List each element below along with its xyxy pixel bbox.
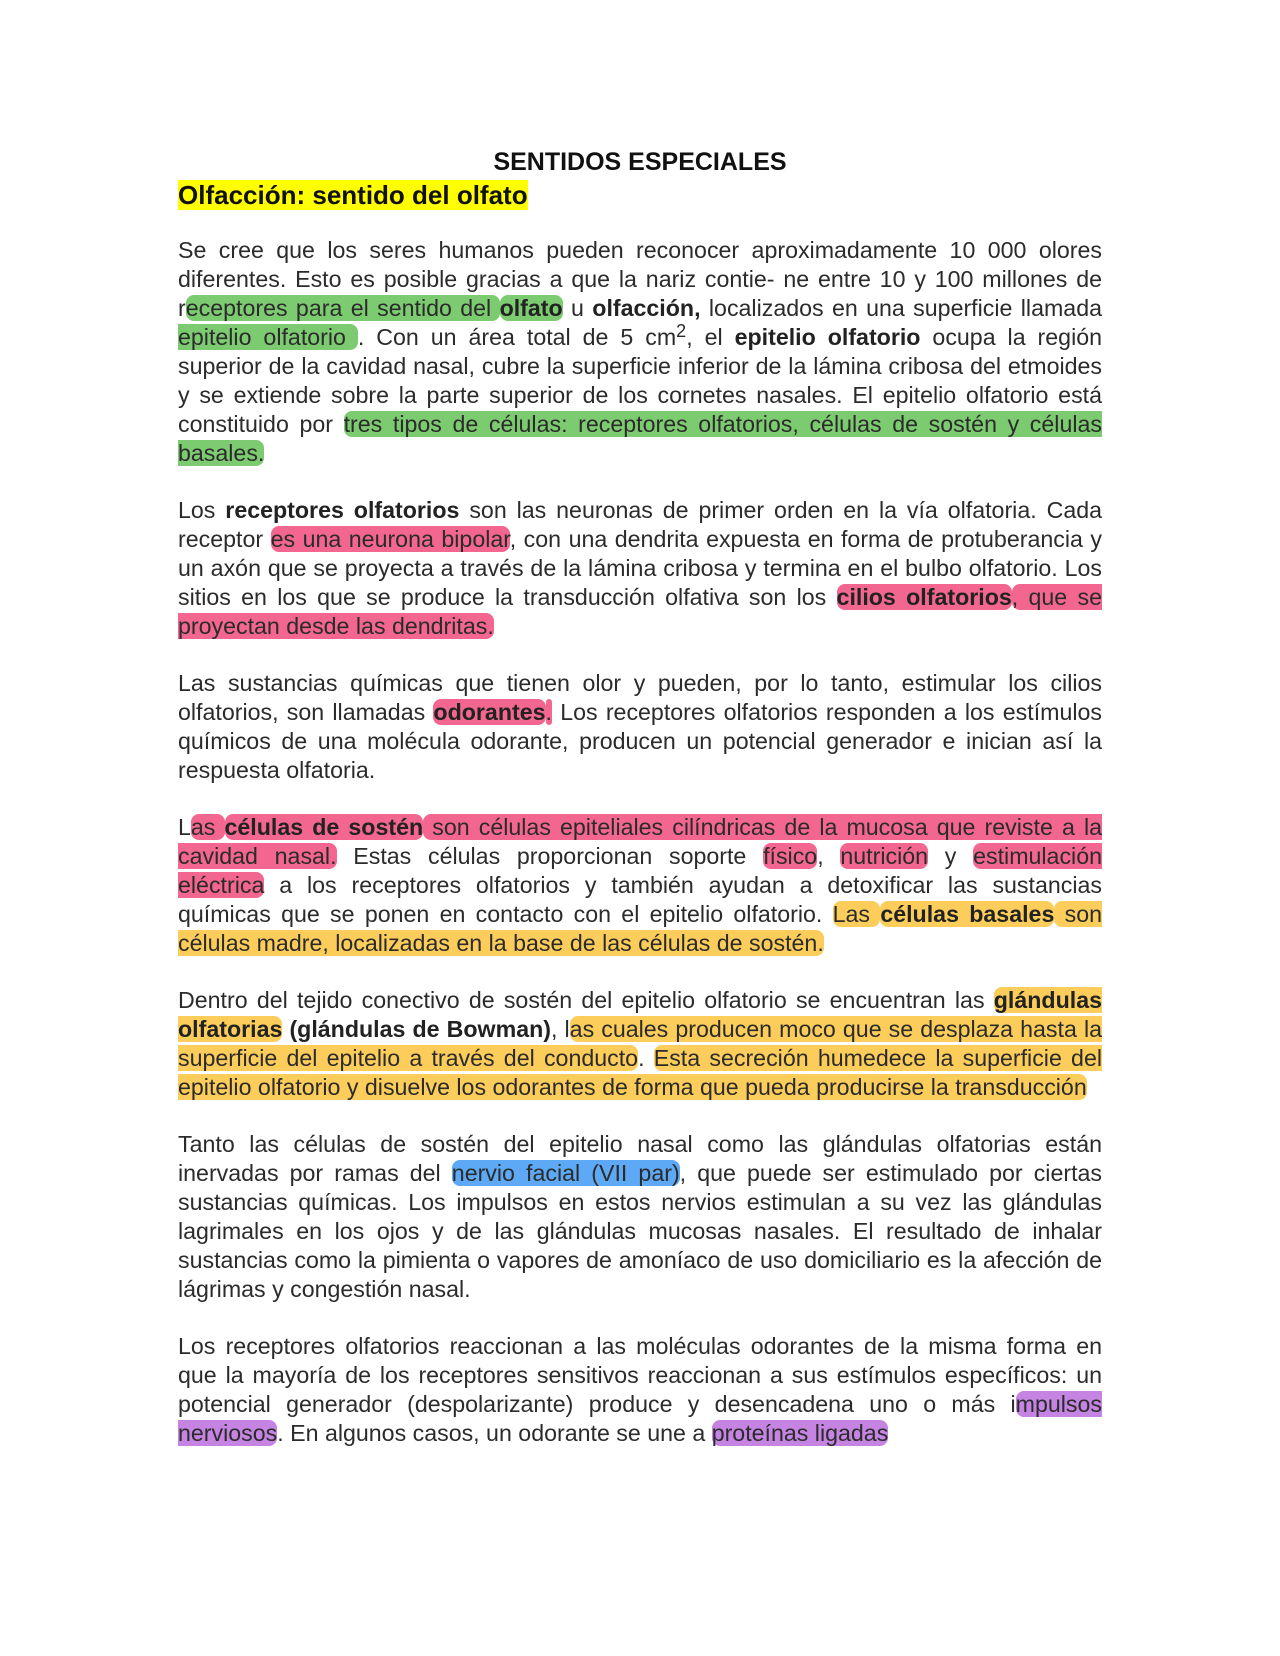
text-run: ocupa la región superior de la cavidad nasal, cubre la superficie inferior de la lámina cribosa del etmoides y se extiende sobre la parte superior de los cornetes nasales. El epitelio olfatorio está constituido por [178, 324, 1103, 437]
text-run: a los receptores olfatorios y también ayudan a detoxificar las sustancias químicas que se ponen en contacto con el epitelio olfatorio. [178, 872, 1102, 927]
highlighted-text: mpulsos nerviosos [178, 1391, 1102, 1446]
text-run: son las neuronas de primer orden en la vía olfatoria. Cada receptor [178, 497, 1103, 552]
text-run: u [562, 295, 593, 321]
highlighted-text: olfato [499, 295, 563, 321]
highlighted-text: es una neurona bipolar [270, 526, 510, 552]
highlighted-text: nutrición [840, 843, 929, 869]
text-run: 2 [676, 321, 687, 341]
text-run: , [817, 843, 841, 869]
highlighted-text: as cuales producen moco que se desplaza hasta la superficie del epitelio a través del conducto [178, 1016, 1102, 1071]
document-title: SENTIDOS ESPECIALES [493, 148, 787, 176]
highlighted-text: glándulas olfatorias [178, 987, 1102, 1042]
text-run: Se cree que los seres humanos pueden reconocer aproximadamente 10 000 olores diferentes. Esto es posible gracias a que la nariz contie- ne entre 10 y 100 millones de r [178, 237, 1102, 321]
highlighted-text: epitelio olfatorio [178, 324, 358, 350]
section-heading [178, 178, 1102, 212]
text-run: , con una dendrita expuesta en forma de protuberancia y un axón que se proyecta a través de la lámina cribosa y termina en el bulbo olfatorio. Los sitios en los que se produce la transducción olfativa son los [178, 526, 1102, 610]
highlighted-text: células de sostén [224, 814, 424, 840]
text-run: , el [686, 324, 735, 350]
text-run: Estas células proporcionan soporte [336, 843, 764, 869]
paragraph-2 [178, 496, 1102, 641]
highlighted-text: cilios olfatorios [836, 584, 1012, 610]
text-run: localizados en una superficie llamada [700, 295, 1102, 321]
paragraph-7 [178, 1332, 1102, 1448]
highlighted-text: Esta secreción humedece la superficie del epitelio olfatorio y disuelve los odorantes de forma que pueda producirse la transducción [178, 1045, 1103, 1100]
text-run: y [928, 843, 974, 869]
paragraph-4 [178, 813, 1102, 958]
text-run: . [638, 1045, 654, 1071]
bold-text: (glándulas de Bowman) [282, 1016, 551, 1042]
text-run: . En algunos casos, un odorante se une a [277, 1420, 712, 1446]
highlighted-text: células basales [880, 901, 1055, 927]
text-run: Las sustancias químicas que tienen olor y pueden, por lo tanto, estimular los cilios olfatorios, son llamadas [178, 670, 1102, 725]
paragraph-6 [178, 1130, 1102, 1304]
bold-text: olfacción, [592, 295, 701, 321]
highlighted-text: eceptores para el sentido del [185, 295, 500, 321]
highlighted-text: nervio facial (VII par) [451, 1160, 680, 1186]
highlighted-text: odorantes [433, 699, 546, 725]
highlighted-text: as [190, 814, 225, 840]
highlighted-text: estimulación eléctrica [178, 843, 1102, 898]
text-run: Los [178, 497, 226, 523]
paragraph-1 [178, 236, 1102, 468]
highlighted-text: tres tipos de células: receptores olfatorios, células de sostén y células basales. [178, 411, 1102, 466]
text-run: , que puede ser estimulado por ciertas sustancias químicas. Los impulsos en estos nervios estimulan a su vez las glándulas lagrimales en los ojos y de las glándulas mucosas nasales. El resultado de inhalar sustancias como la pimienta o vapores de amoníaco de uso domiciliario es la afección de lágrimas y congestión nasal. [178, 1160, 1102, 1302]
highlighted-text: físico [763, 843, 818, 869]
text-run: L [178, 814, 191, 840]
highlighted-text: . [545, 699, 552, 725]
text-run: Los receptores olfatorios reaccionan a las moléculas odorantes de la misma forma en que la mayoría de los receptores sensitivos reaccionan a sus estímulos específicos: un potencial generador (despolarizante) produce y desencadena uno o más i [178, 1333, 1102, 1417]
bold-text: epitelio olfatorio [734, 324, 921, 350]
text-run: Los receptores olfatorios responden a los estímulos químicos de una molécula odorante, producen un potencial generador e inician así la respuesta olfatoria. [178, 699, 1102, 783]
document-page [178, 146, 1102, 1476]
text-run: Dentro del tejido conectivo de sostén del epitelio olfatorio se encuentran las [178, 987, 994, 1013]
text-run: , l [550, 1016, 570, 1042]
highlighted-text: , que se proyectan desde las dendritas. [178, 584, 1102, 639]
text-run: Tanto las células de sostén del epitelio nasal como las glándulas olfatorias están inervadas por ramas del [178, 1131, 1102, 1186]
highlighted-text: proteínas ligadas [711, 1420, 889, 1446]
document-body [178, 236, 1102, 1448]
highlighted-text: son células madre, localizadas en la base de las células de sostén. [178, 901, 1103, 956]
paragraph-5 [178, 986, 1102, 1102]
section-heading-text: Olfacción: sentido del olfato [178, 180, 528, 210]
highlighted-text: son células epiteliales cilíndricas de la mucosa que reviste a la cavidad nasal. [178, 814, 1102, 869]
text-run: . Con un área total de 5 cm [357, 324, 677, 350]
highlighted-text: Las [832, 901, 881, 927]
bold-text: receptores olfatorios [225, 497, 460, 523]
paragraph-3 [178, 669, 1102, 785]
